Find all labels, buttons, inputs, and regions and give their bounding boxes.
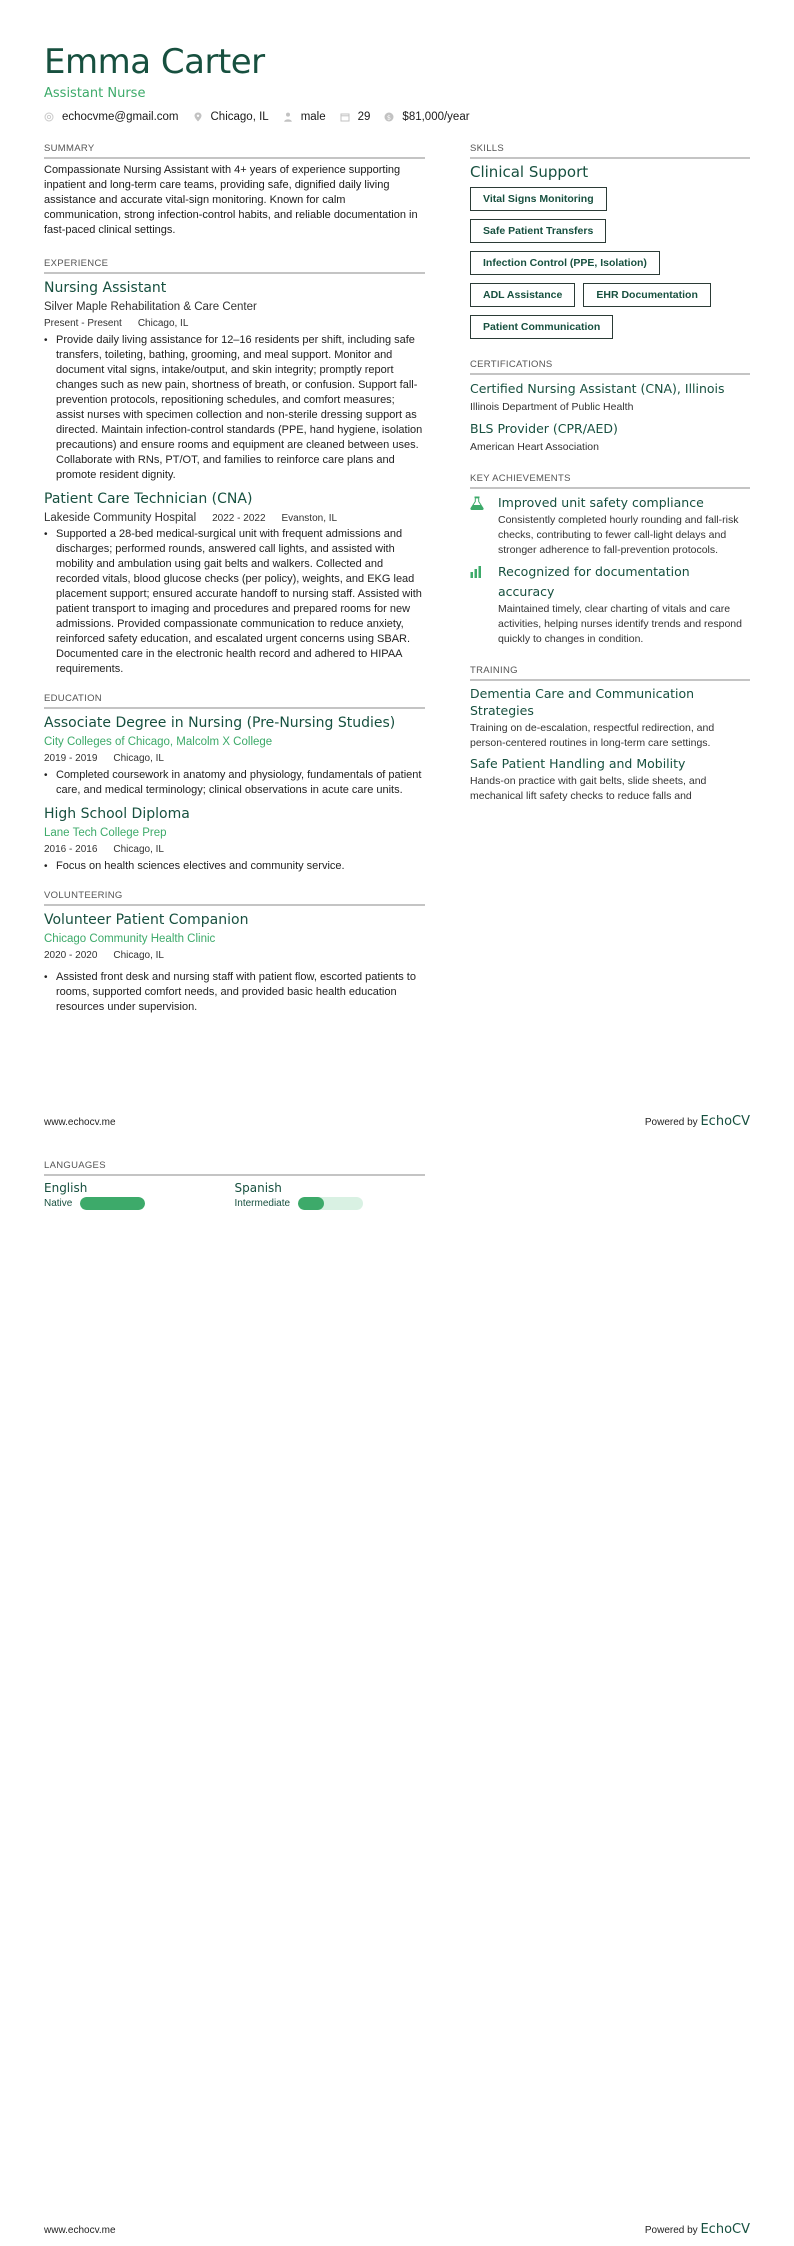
- footer-powered: [645, 1114, 750, 1129]
- footer-powered: [645, 2222, 750, 2237]
- school-name: Lane Tech College Prep: [44, 827, 167, 839]
- job-title: Patient Care Technician (CNA): [44, 491, 253, 507]
- achievement-item: [470, 562, 750, 647]
- cert-name: BLS Provider (CPR/AED): [470, 421, 618, 436]
- page-footer-2: [44, 2222, 750, 2237]
- brand-name[interactable]: EchoCV: [700, 2222, 750, 2237]
- training-desc: Hands-on practice with gait belts, slide sheets, and mechanical lift safety checks to reduce falls and: [470, 775, 707, 802]
- experience-entry: [44, 278, 425, 483]
- section-title-certifications: CERTIFICATIONS: [470, 359, 750, 375]
- experience-entry: [44, 489, 425, 677]
- section-title-experience: EXPERIENCE: [44, 258, 425, 274]
- achievement-item: [470, 493, 750, 558]
- job-dates: Present - Present: [44, 318, 122, 329]
- contact-salary: [384, 111, 469, 123]
- contact-salary-value: $81,000/year: [402, 111, 470, 123]
- languages-section: [44, 1160, 425, 1210]
- proficiency-bar-fill: [80, 1197, 145, 1210]
- skill-tag: EHR Documentation: [583, 283, 711, 307]
- bullet-item: • Supported a 28-bed medical-surgical unit with frequent admissions and discharges; performed rounds, answered call lights, and assisted with mobility and ambulation using gait belts and walkers. Collected and recorded vitals, blood glucose checks (per policy), weights, and EKG lead placement support; ensured accurate handoff to nursing staff. Assisted with patient transport to imaging and procedures and prepared rooms for new admissions. Provided compassionate communication to reduce anxiety, reinforced safety education, and escalated urgent concerns using SBAR. Documented care in the electronic health record and adhered to HIPAA requirements.: [44, 527, 425, 677]
- education-dates: 2019 - 2019: [44, 753, 98, 764]
- volunteer-role: Volunteer Patient Companion: [44, 912, 249, 928]
- job-title: Nursing Assistant: [44, 280, 167, 296]
- contact-location: [193, 111, 269, 123]
- summary-section: [44, 143, 425, 238]
- contact-bar: [44, 111, 764, 123]
- skill-tag: Safe Patient Transfers: [470, 219, 606, 243]
- page-footer: [44, 1114, 750, 1129]
- skill-tag: Patient Communication: [470, 315, 613, 339]
- section-title-volunteering: VOLUNTEERING: [44, 890, 425, 906]
- brand-name[interactable]: EchoCV: [700, 1114, 750, 1129]
- contact-email-value: echocvme@gmail.com: [62, 111, 179, 123]
- candidate-role: Assistant Nurse: [44, 86, 146, 101]
- company-name: Silver Maple Rehabilitation & Care Center: [44, 301, 257, 313]
- education-location: Chicago, IL: [113, 844, 164, 855]
- section-title-languages: LANGUAGES: [44, 1160, 425, 1176]
- achievement-desc: Maintained timely, clear charting of vitals and care activities, helping nurses identify trends and respond quickly to changes in condition.: [498, 603, 742, 645]
- volunteer-location: Chicago, IL: [113, 950, 164, 961]
- job-meta: [44, 509, 425, 527]
- contact-email[interactable]: [44, 111, 179, 123]
- language-list: [44, 1180, 425, 1210]
- summary-text: Compassionate Nursing Assistant with 4+ years of experience supporting inpatient and long-term care teams, providing safe, dignified daily living assistance and accurate vital-sign monitoring. Known for calm communication, strong infection-control habits, and reliable documentation in fast-paced clinical settings.: [44, 164, 418, 236]
- education-dates: 2016 - 2016: [44, 844, 98, 855]
- svg-text:$: $: [387, 113, 392, 122]
- certifications-section: [470, 359, 750, 455]
- skill-group-title: Clinical Support: [470, 163, 589, 181]
- language-level: Intermediate: [234, 1198, 291, 1209]
- section-title-achievements: KEY ACHIEVEMENTS: [470, 473, 750, 489]
- flask-icon: [470, 493, 498, 558]
- location-pin-icon: [193, 112, 203, 122]
- education-entry: [44, 713, 425, 798]
- language-item: [44, 1180, 235, 1210]
- contact-gender-value: male: [300, 111, 326, 123]
- contact-location-value: Chicago, IL: [210, 111, 269, 123]
- education-bullets: [44, 768, 425, 798]
- education-meta: [44, 751, 425, 767]
- language-item: [235, 1180, 426, 1210]
- section-title-education: EDUCATION: [44, 693, 425, 709]
- language-name: English: [44, 1181, 88, 1195]
- language-level: Native: [44, 1198, 73, 1209]
- section-title-training: TRAINING: [470, 665, 750, 681]
- degree-title: Associate Degree in Nursing (Pre-Nursing Studies): [44, 715, 396, 731]
- right-column: [470, 143, 750, 826]
- contact-age: [340, 111, 371, 123]
- skill-tag: Vital Signs Monitoring: [470, 187, 607, 211]
- training-title: Safe Patient Handling and Mobility: [470, 756, 686, 771]
- section-title-skills: SKILLS: [470, 143, 750, 159]
- cert-issuer: Illinois Department of Public Health: [470, 401, 634, 413]
- company-name: Lakeside Community Hospital: [44, 512, 197, 524]
- proficiency-bar: [298, 1197, 363, 1210]
- salary-icon: [384, 112, 394, 122]
- proficiency-bar: [80, 1197, 145, 1210]
- email-icon: [44, 112, 54, 122]
- achievement-desc: Consistently completed hourly rounding and fall-risk checks, contributing to fewer call-light delays and stronger adherence to fall-prevention protocols.: [498, 514, 739, 556]
- person-icon: [283, 112, 293, 122]
- footer-website[interactable]: www.echocv.me: [44, 2225, 116, 2236]
- education-entry: [44, 804, 425, 874]
- job-location: Chicago, IL: [137, 318, 189, 329]
- skill-tags: [470, 187, 750, 339]
- achievement-title: Recognized for documentation accuracy: [498, 564, 690, 599]
- skill-tag: Infection Control (PPE, Isolation): [470, 251, 660, 275]
- experience-section: [44, 258, 425, 677]
- left-column: [44, 143, 425, 1037]
- education-location: Chicago, IL: [113, 753, 164, 764]
- candidate-name: Emma Carter: [44, 42, 265, 82]
- training-title: Dementia Care and Communication Strategies: [470, 686, 695, 718]
- cert-name: Certified Nursing Assistant (CNA), Illinois: [470, 381, 725, 396]
- contact-age-value: 29: [357, 111, 371, 123]
- powered-by-label: Powered by: [644, 1117, 698, 1128]
- training-section: [470, 665, 750, 804]
- proficiency-bar-fill: [298, 1197, 324, 1210]
- bullet-item: • Provide daily living assistance for 12–16 residents per shift, including safe transfers, toileting, bathing, grooming, and meal support. Monitor and document vital signs, intake/output, and skin integrity; promptly report changes such as new pain, shortness of breath, or confusion. Support fall-prevention protocols, repositioning schedules, and comfort measures; assist nurses with specimen collection and non-sterile dressing support as directed. Maintain infection-control standards (PPE, hand hygiene, isolation precautions) and ensure rooms and equipment are cleaned between uses. Collaborate with RNs, PT/OT, and families to reinforce care plans and promote resident dignity.: [44, 333, 425, 483]
- education-section: [44, 693, 425, 874]
- volunteer-org: Chicago Community Health Clinic: [44, 933, 216, 945]
- job-bullets: [44, 527, 425, 677]
- language-level-row: [235, 1197, 426, 1210]
- resume-header: [44, 42, 764, 123]
- degree-title: High School Diploma: [44, 806, 190, 822]
- school-name: City Colleges of Chicago, Malcolm X College: [44, 736, 273, 748]
- bar-chart-icon: [470, 562, 498, 647]
- volunteer-meta: [44, 948, 425, 964]
- education-bullets: [44, 859, 425, 874]
- job-meta: [44, 316, 425, 332]
- volunteer-dates: 2020 - 2020: [44, 950, 98, 961]
- job-bullets: [44, 333, 425, 483]
- job-dates: 2022 - 2022: [212, 513, 266, 524]
- volunteering-entry: [44, 910, 425, 1015]
- achievement-title: Improved unit safety compliance: [498, 495, 704, 510]
- powered-by-label: Powered by: [644, 2225, 698, 2236]
- training-desc: Training on de-escalation, respectful redirection, and person-centered routines in long-term care settings.: [470, 722, 715, 749]
- bullet-item: • Assisted front desk and nursing staff with patient flow, escorted patients to rooms, supported comfort needs, and provided basic health education resources under supervision.: [44, 970, 425, 1015]
- language-name: Spanish: [234, 1181, 282, 1195]
- footer-website[interactable]: www.echocv.me: [44, 1117, 116, 1128]
- contact-gender: [283, 111, 326, 123]
- volunteering-section: [44, 890, 425, 1015]
- cert-issuer: American Heart Association: [470, 441, 599, 453]
- volunteer-bullets: [44, 970, 425, 1015]
- skill-tag: ADL Assistance: [470, 283, 575, 307]
- bullet-item: • Completed coursework in anatomy and physiology, fundamentals of patient care, and medical terminology; clinical observations in acute care units.: [44, 768, 425, 798]
- calendar-icon: [340, 112, 350, 122]
- achievements-section: [470, 473, 750, 647]
- language-level-row: [44, 1197, 235, 1210]
- job-location: Evanston, IL: [281, 513, 338, 524]
- skills-section: [470, 143, 750, 339]
- education-meta: [44, 842, 425, 858]
- bullet-item: • Focus on health sciences electives and community service.: [44, 859, 425, 874]
- section-title-summary: SUMMARY: [44, 143, 425, 159]
